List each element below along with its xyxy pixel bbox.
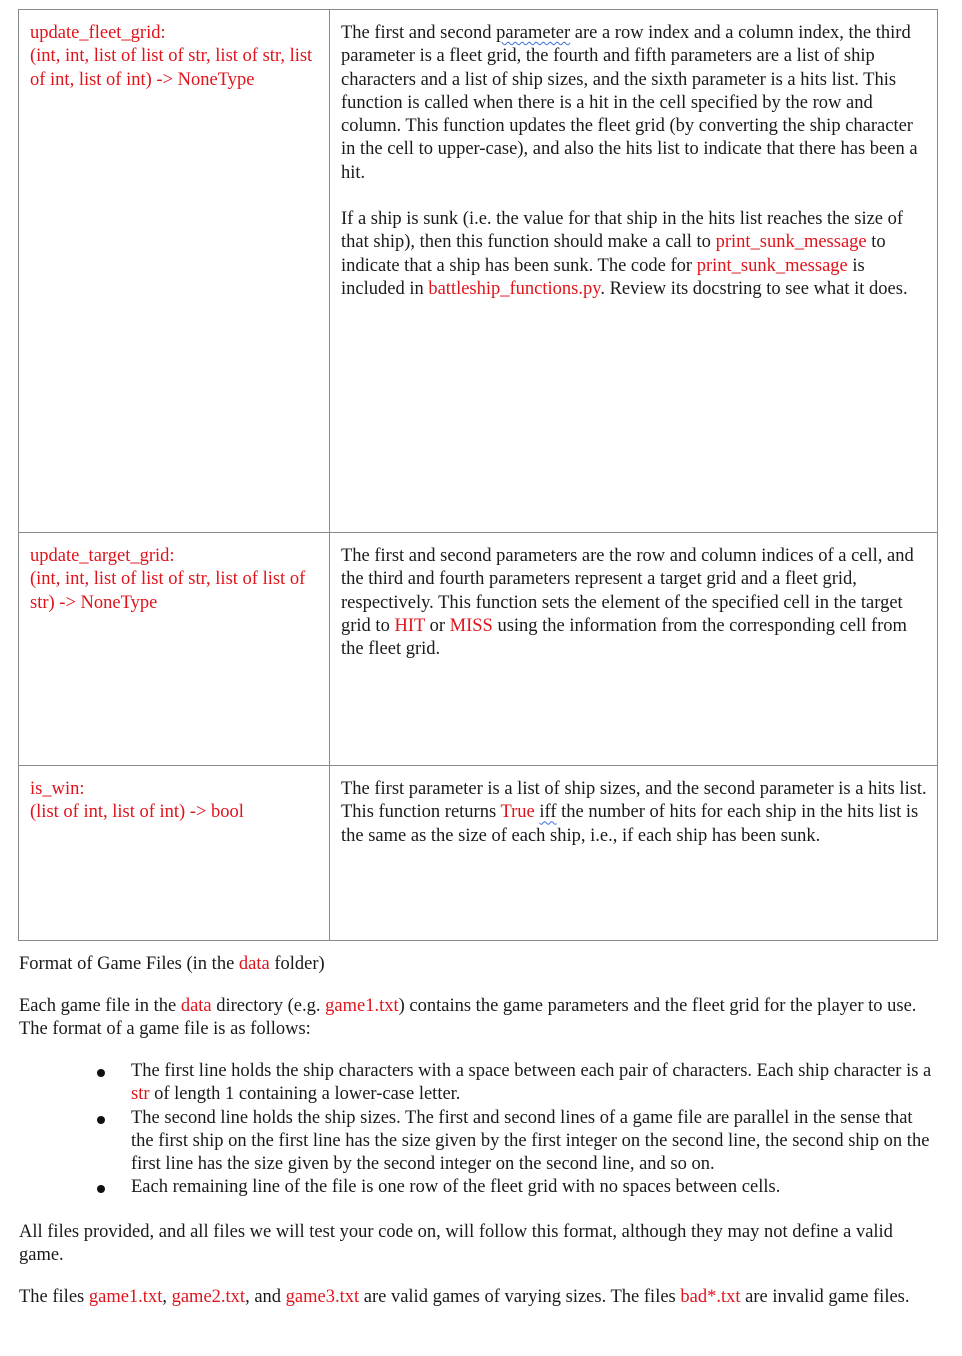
code-ref: MISS bbox=[449, 615, 493, 636]
signature-cell bbox=[19, 10, 330, 533]
list-item bbox=[19, 1060, 939, 1107]
function-name: update_fleet_grid: bbox=[30, 23, 166, 43]
format-bullet-list bbox=[19, 1060, 939, 1200]
function-signature: (int, int, list of list of str, list of list of str) -> NoneType bbox=[30, 569, 306, 613]
folder-ref: data bbox=[238, 954, 270, 974]
text-run: The second line holds the ship sizes. The first and second lines of a game file are parallel in the sense that the first ship on the first line has the size given by the first integer on the second line, the second ship on the first line has the size given by the second integer on the second line, and so on. bbox=[131, 1107, 930, 1175]
text-run: ) contains the game parameters and the fleet grid for the player to use. The format of a game file is as follows: bbox=[19, 996, 917, 1040]
file-ref: game1.txt bbox=[325, 996, 399, 1016]
description-cell bbox=[330, 10, 938, 533]
function-signature: (int, int, list of list of str, list of str, list of int, list of int) -> NoneType bbox=[30, 46, 313, 90]
text-run: or bbox=[424, 615, 450, 636]
text-run: folder) bbox=[269, 954, 325, 974]
note-paragraph bbox=[19, 1221, 939, 1268]
table-row-update-target-grid bbox=[19, 533, 938, 766]
text-run: of length 1 containing a lower-case letter. bbox=[149, 1084, 461, 1105]
table-row-update-fleet-grid bbox=[19, 10, 938, 533]
list-item bbox=[19, 1176, 939, 1199]
file-ref: bad*.txt bbox=[680, 1287, 741, 1307]
text-run: The first line holds the ship characters with a space between each pair of characters. Each ship character is a bbox=[131, 1061, 932, 1081]
text-run: . Review its docstring to see what it does. bbox=[600, 278, 908, 299]
text-run: directory (e.g. bbox=[211, 996, 326, 1016]
code-ref: print_sunk_message bbox=[696, 255, 848, 276]
description-paragraph bbox=[341, 22, 927, 185]
text-run: The first and second parameters are the row and column indices of a cell, and the third and fourth parameters represent a target grid and a fleet grid, respectively. This function sets the element of the specified cell in the target grid to bbox=[341, 546, 914, 636]
description-paragraph bbox=[341, 545, 927, 661]
function-name: update_target_grid: bbox=[30, 546, 175, 566]
files-paragraph bbox=[19, 1286, 939, 1309]
description-paragraph bbox=[341, 778, 927, 848]
spellcheck-word: iff bbox=[539, 802, 557, 823]
code-ref: True bbox=[500, 802, 535, 823]
text-run: the number of hits for each ship in the hits list is the same as the size of each ship, i.e., if each ship has been sunk. bbox=[341, 802, 919, 846]
signature-cell bbox=[19, 766, 330, 941]
text-run: If a ship is sunk (i.e. the value for that ship in the hits list reaches the size of that ship), then this function should make a call to bbox=[341, 209, 904, 253]
text-run: The first parameter is a list of ship sizes, and the second parameter is a hits list. This function returns bbox=[341, 779, 927, 823]
folder-ref: data bbox=[180, 996, 212, 1016]
text-run: , and bbox=[245, 1287, 286, 1307]
text-run: Each game file in the bbox=[19, 996, 181, 1016]
text-run: The first and second bbox=[341, 23, 497, 43]
list-item bbox=[19, 1107, 939, 1177]
table-row-is-win bbox=[19, 766, 938, 941]
text-run: Each remaining line of the file is one row of the fleet grid with no spaces between cells. bbox=[131, 1177, 781, 1198]
intro-paragraph bbox=[19, 995, 939, 1042]
text-run: Format of Game Files (in the bbox=[19, 954, 239, 974]
function-name: is_win: bbox=[30, 779, 85, 799]
code-ref: HIT bbox=[394, 615, 425, 636]
code-ref: print_sunk_message bbox=[715, 232, 867, 253]
function-table bbox=[18, 9, 938, 941]
function-signature: (list of int, list of int) -> bool bbox=[30, 802, 244, 823]
description-paragraph bbox=[341, 208, 927, 301]
file-ref: game3.txt bbox=[285, 1287, 360, 1307]
file-ref: battleship_functions.py bbox=[428, 278, 601, 299]
signature-cell bbox=[19, 533, 330, 766]
description-cell bbox=[330, 766, 938, 941]
section-heading bbox=[19, 953, 939, 976]
text-run: using the information from the corresponding cell from the fleet grid. bbox=[341, 615, 907, 660]
text-run: to indicate that a ship has been sunk. The code for bbox=[341, 232, 886, 276]
text-run: , bbox=[162, 1287, 172, 1307]
code-ref: str bbox=[131, 1084, 150, 1105]
text-run: is included in bbox=[341, 255, 865, 299]
text-run: are a row index and a column index, the third parameter is a fleet grid, the fourth and fifth parameters are a list of ship characters and a list of ship sizes, and the sixth parameter is a hits list. This function is called when there is a hit in the cell specified by the row and column. This function updates the fleet grid (by converting the ship character in the cell to upper-case), and also the hits list to indicate that there has been a hit. bbox=[341, 23, 918, 183]
text-run: are invalid game files. bbox=[740, 1287, 910, 1307]
file-ref: game1.txt bbox=[88, 1287, 163, 1307]
file-ref: game2.txt bbox=[171, 1287, 246, 1307]
description-cell bbox=[330, 533, 938, 766]
spellcheck-word: parameter bbox=[496, 23, 571, 43]
text-run: are valid games of varying sizes. The files bbox=[359, 1287, 681, 1307]
text-run: All files provided, and all files we will test your code on, will follow this format, although they may not define a valid game. bbox=[19, 1222, 893, 1266]
text-run: The files bbox=[19, 1287, 89, 1307]
